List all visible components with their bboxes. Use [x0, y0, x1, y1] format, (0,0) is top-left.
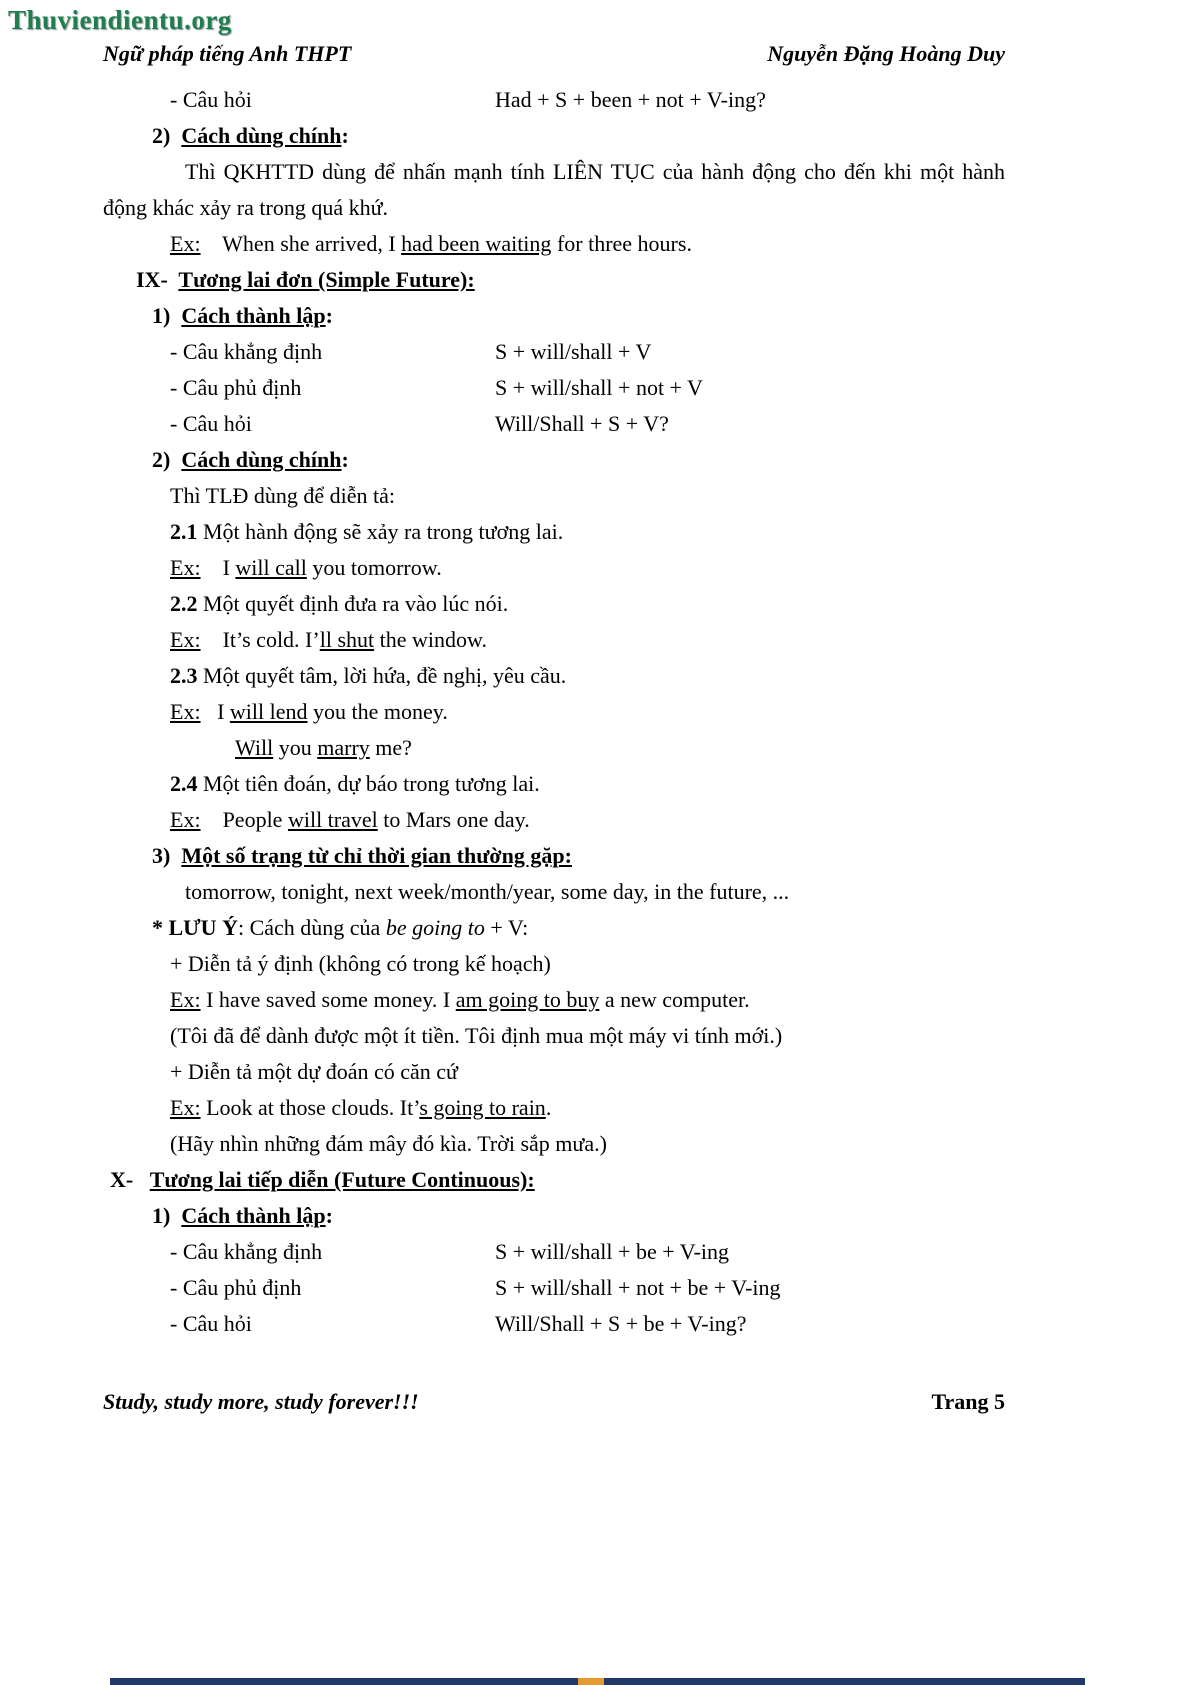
text-segment: IX- [136, 267, 179, 292]
sub-heading [103, 838, 1005, 874]
text-segment: you [273, 735, 318, 760]
formula-row [103, 370, 1005, 406]
text-segment: : [341, 447, 349, 472]
text-line [103, 1054, 1005, 1090]
text-segment: Ex: [170, 807, 201, 832]
text-segment: s going to rain [419, 1095, 546, 1120]
text-segment: X- [110, 1167, 134, 1192]
formula-label: - Câu khẳng định [170, 339, 323, 364]
text-segment: : Cách dùng của [237, 915, 386, 940]
text-segment: Tương lai tiếp diễn (Future Continuous): [149, 1167, 535, 1192]
text-segment: Một hành động sẽ xảy ra trong tương lai. [203, 519, 564, 544]
example [103, 550, 1005, 586]
text-segment: 1) [152, 303, 182, 328]
text-segment: Ex: [170, 699, 201, 724]
text-line [103, 1126, 1005, 1162]
formula-value: S + will/shall + be + V-ing [495, 1239, 730, 1264]
text-segment: Thì QKHTTD dùng để nhấn mạnh tính LIÊN TỤC của hành động cho đến khi một hành động khác xảy ra trong quá khứ. [103, 159, 1011, 220]
text-segment: 1) [152, 1203, 182, 1228]
text-segment: a new computer. [599, 987, 750, 1012]
text-segment: had been waiting [401, 231, 552, 256]
formula-value: Will/Shall + S + be + V-ing? [495, 1311, 747, 1336]
header-left-title: Ngữ pháp tiếng Anh THPT [103, 41, 352, 66]
text-segment: tomorrow, tonight, next week/month/year, some day, in the future, ... [185, 879, 790, 904]
text-segment: 2.2 [170, 591, 203, 616]
formula-label: - Câu hỏi [170, 1311, 252, 1336]
text-segment: Thì TLĐ dùng để diễn tả: [170, 483, 396, 508]
text-segment: Tương lai đơn (Simple Future): [178, 267, 475, 292]
header-right-author: Nguyễn Đặng Hoàng Duy [767, 41, 1005, 66]
text-segment: Một quyết tâm, lời hứa, đề nghị, yêu cầu. [203, 663, 567, 688]
text-segment: + Diễn tả một dự đoán có căn cứ [170, 1059, 458, 1084]
page-footer [103, 1384, 1005, 1420]
text-segment: Cách dùng chính [181, 447, 342, 472]
text-segment: (Tôi đã để dành được một ít tiền. Tôi định mua một máy vi tính mới.) [170, 1023, 783, 1048]
text-segment: : [325, 1203, 333, 1228]
text-segment: to Mars one day. [377, 807, 530, 832]
paragraph [103, 154, 1011, 226]
text-line [103, 946, 1005, 982]
text-segment: me? [369, 735, 412, 760]
example [103, 730, 1005, 766]
example [103, 622, 1005, 658]
page-number: Trang 5 [931, 1389, 1005, 1414]
formula-value: S + will/shall + not + be + V-ing [495, 1275, 781, 1300]
text-line [103, 874, 1005, 910]
text-segment: be going to [385, 915, 485, 940]
note-line [103, 910, 1005, 946]
text-segment: am going to buy [455, 987, 600, 1012]
sub-heading [103, 442, 1005, 478]
text-segment: Ex: [170, 1095, 201, 1120]
text-segment: Ex: [170, 555, 201, 580]
text-segment: will call [235, 555, 307, 580]
list-item [103, 658, 1005, 694]
list-item [103, 514, 1005, 550]
formula-value: S + will/shall + not + V [495, 375, 703, 400]
formula-label: - Câu khẳng định [170, 1239, 323, 1264]
formula-value: Had + S + been + not + V-ing? [495, 87, 766, 112]
formula-row [103, 1234, 1005, 1270]
formula-label: - Câu phủ định [170, 375, 302, 400]
example [103, 1090, 1005, 1126]
text-line [103, 478, 1005, 514]
sub-heading [103, 118, 1005, 154]
text-segment: you the money. [307, 699, 448, 724]
text-segment: When she arrived, I [200, 231, 402, 256]
text-segment: + V: [484, 915, 529, 940]
text-segment: Will [235, 735, 274, 760]
formula-row [103, 406, 1005, 442]
text-segment: People [200, 807, 288, 832]
formula-label: - Câu hỏi [170, 411, 252, 436]
example [103, 982, 1005, 1018]
text-segment: 2.1 [170, 519, 203, 544]
document-body [103, 82, 1011, 1342]
example [103, 226, 1005, 262]
text-segment [133, 1167, 150, 1192]
text-segment: 2) [152, 123, 182, 148]
text-segment: 2.4 [170, 771, 203, 796]
sub-heading [103, 1198, 1005, 1234]
formula-value: Will/Shall + S + V? [495, 411, 669, 436]
text-segment: . [545, 1095, 552, 1120]
text-segment: Ex: [170, 231, 201, 256]
text-segment: Một số trạng từ chỉ thời gian thường gặp: [181, 843, 572, 868]
text-segment: It’s cold. I’ [200, 627, 320, 652]
section-heading [103, 262, 1005, 298]
text-segment: the window. [374, 627, 487, 652]
text-segment: Cách dùng chính [181, 123, 342, 148]
text-segment: will lend [229, 699, 308, 724]
formula-row [103, 1306, 1005, 1342]
example [103, 802, 1005, 838]
text-segment: 2.3 [170, 663, 203, 688]
text-segment: Một quyết định đưa ra vào lúc nói. [203, 591, 509, 616]
text-segment: for three hours. [551, 231, 692, 256]
example [103, 694, 1005, 730]
text-segment: 2) [152, 447, 182, 472]
text-segment: Look at those clouds. It’ [200, 1095, 420, 1120]
text-segment: marry [317, 735, 370, 760]
site-logo: Thuviendientu.org [8, 5, 232, 35]
text-segment: will travel [287, 807, 378, 832]
text-segment: ll shut [319, 627, 375, 652]
text-segment: + Diễn tả ý định (không có trong kế hoạch) [170, 951, 551, 976]
bottom-bar-accent [578, 1678, 604, 1685]
footer-motto: Study, study more, study forever!!! [103, 1389, 419, 1414]
text-segment: : [325, 303, 333, 328]
text-segment: (Hãy nhìn những đám mây đó kìa. Trời sắp mưa.) [170, 1131, 607, 1156]
formula-row [103, 1270, 1005, 1306]
formula-value: S + will/shall + V [495, 339, 652, 364]
formula-label: - Câu phủ định [170, 1275, 302, 1300]
text-segment: I [200, 699, 230, 724]
list-item [103, 586, 1005, 622]
sub-heading [103, 298, 1005, 334]
text-segment: 3) [152, 843, 182, 868]
text-segment: Ex: [170, 987, 201, 1012]
page-header [103, 36, 1005, 72]
formula-label: - Câu hỏi [170, 87, 252, 112]
text-segment: Một tiên đoán, dự báo trong tương lai. [203, 771, 540, 796]
text-segment: Cách thành lập [181, 303, 326, 328]
text-line [103, 1018, 1005, 1054]
formula-row [103, 334, 1005, 370]
list-item [103, 766, 1005, 802]
text-segment: I have saved some money. I [200, 987, 456, 1012]
text-segment: I [200, 555, 236, 580]
text-segment: : [341, 123, 349, 148]
text-segment: * LƯU Ý [152, 915, 238, 940]
text-segment: Cách thành lập [181, 1203, 326, 1228]
section-heading [103, 1162, 1005, 1198]
text-segment: you tomorrow. [306, 555, 442, 580]
text-segment: Ex: [170, 627, 201, 652]
formula-row [103, 82, 1005, 118]
